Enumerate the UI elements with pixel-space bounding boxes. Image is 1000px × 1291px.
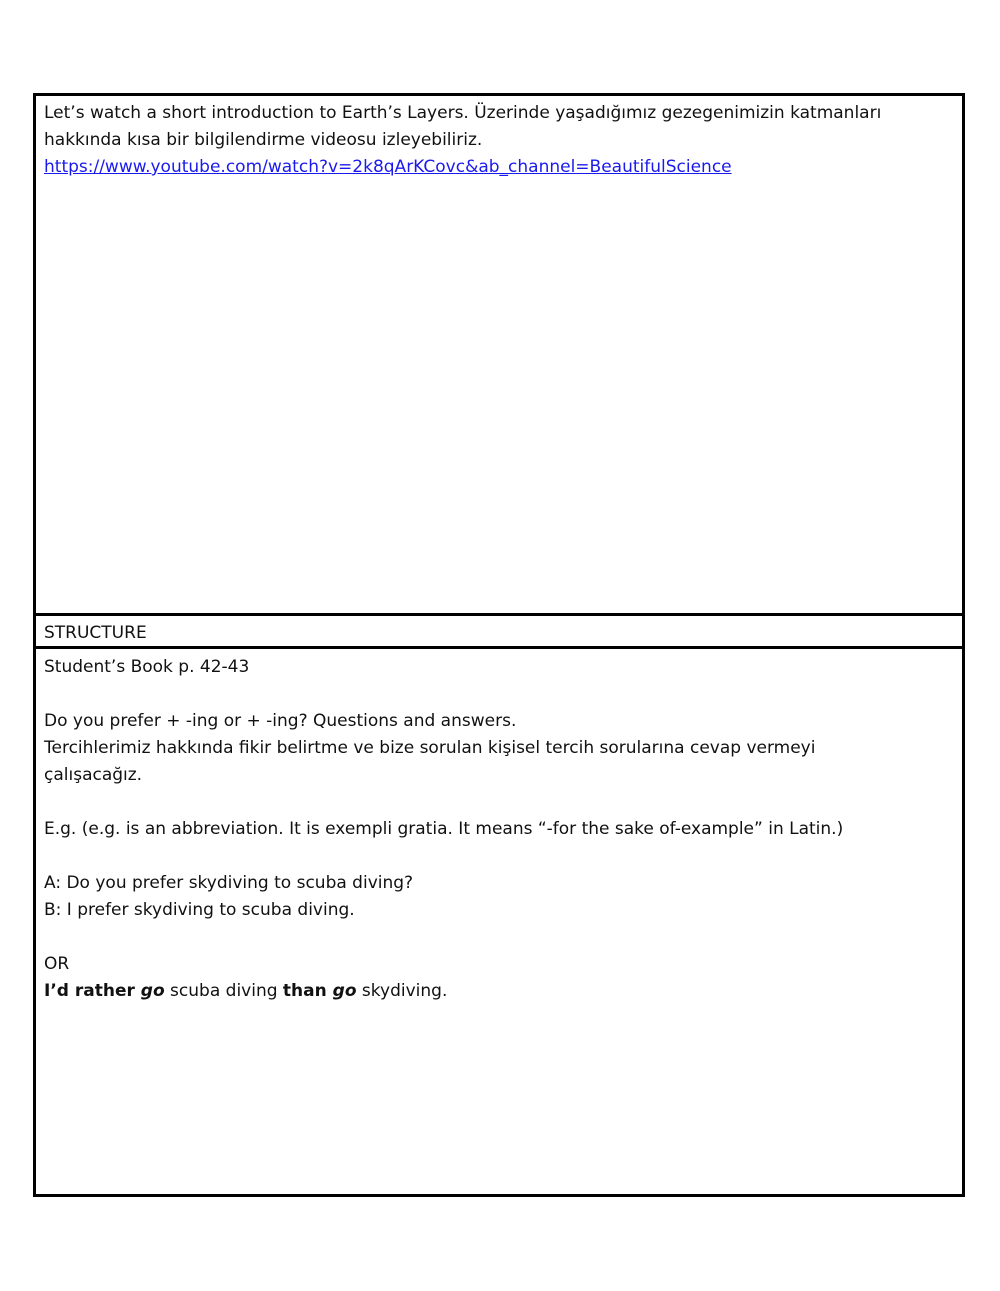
dialogue-answer: B: I prefer skydiving to scuba diving. [44, 900, 355, 920]
rather-part-4: than [282, 981, 333, 1001]
topic-turkish-line-1: Tercihlerimiz hakkında fikir belirtme ve bize sorulan kişisel tercih sorularına cevap vermeyi [44, 738, 816, 758]
intro-text-line-2: hakkında kısa bir bilgilendirme videosu izleyebiliriz. [44, 130, 483, 150]
rather-part-5: go [332, 981, 357, 1001]
topic-turkish-line-2: çalışacağız. [44, 765, 143, 785]
worksheet-table [33, 93, 965, 1197]
rather-part-3: scuba diving [164, 981, 283, 1001]
structure-content-section [36, 652, 962, 1194]
book-reference: Student’s Book p. 42-43 [44, 657, 250, 677]
rather-sentence [44, 978, 954, 1005]
structure-heading-row [36, 619, 962, 649]
video-link[interactable]: https://www.youtube.com/watch?v=2k8qArKCovc&ab_channel=BeautifulScience [44, 157, 732, 177]
rather-part-2: go [140, 981, 165, 1001]
intro-text-line-1: Let’s watch a short introduction to Earth’s Layers. Üzerinde yaşadığımız gezegenimizin katmanları [44, 103, 882, 123]
eg-note: E.g. (e.g. is an abbreviation. It is exempli gratia. It means “-for the sake of-example” in Latin.) [44, 819, 844, 839]
video-section [36, 96, 962, 616]
rather-part-1: I’d rather [44, 981, 141, 1001]
structure-heading: STRUCTURE [44, 623, 147, 643]
or-label: OR [44, 954, 70, 974]
topic-text: Do you prefer + -ing or + -ing? Questions and answers. [44, 711, 517, 731]
dialogue-question: A: Do you prefer skydiving to scuba diving? [44, 873, 414, 893]
rather-part-6: skydiving. [356, 981, 448, 1001]
